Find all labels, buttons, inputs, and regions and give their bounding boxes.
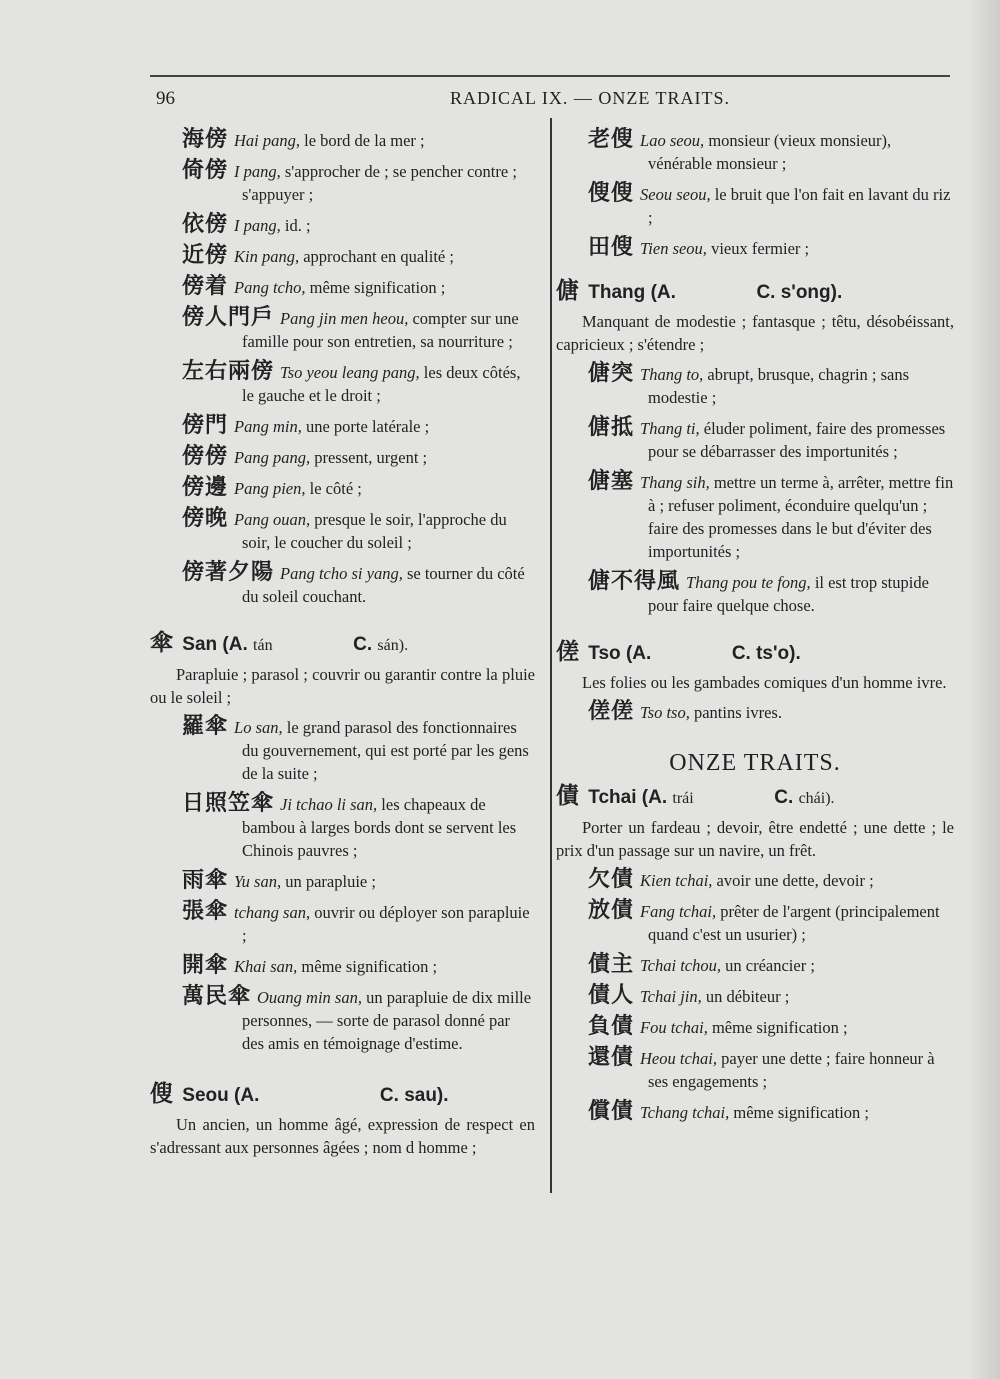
dictionary-entry [556, 362, 954, 409]
entry-translation: une porte latérale ; [305, 417, 430, 436]
headword-name: Tso [588, 643, 621, 664]
entry-characters: 依傍 [182, 212, 229, 237]
cantonese-label: C. [379, 1085, 399, 1106]
entry-characters: 近傍 [182, 243, 229, 268]
entry-translation: avoir une dette, devoir ; [716, 871, 874, 890]
entry-translation: le grand parasol des fonctionnaires du gouvernement, qui est porté par les gens de la suite ; [242, 718, 529, 783]
entry-romanization: Fou tchai, [640, 1018, 708, 1037]
annamite-reading: tán [253, 637, 273, 654]
entry-translation: se tourner du côté du soleil couchant. [242, 564, 525, 606]
dictionary-entry [150, 476, 535, 500]
entry-translation: un parapluie ; [285, 872, 376, 891]
annamite-label: (A. [641, 787, 668, 808]
entry-list-san [150, 715, 535, 1055]
headword-name: San [182, 634, 218, 655]
dictionary-entry [556, 1046, 954, 1093]
dictionary-entry [150, 445, 535, 469]
entry-romanization: Heou tchai, [640, 1049, 717, 1068]
definition-thang: Manquant de modestie ; fantasque ; têtu, désobéissant, capricieux ; s'étendre ; [556, 312, 954, 354]
entry-romanization: Pang pien, [234, 479, 306, 498]
entry-translation: même signification ; [711, 1018, 848, 1037]
dictionary-entry [556, 570, 954, 617]
entry-characters: 海傍 [182, 127, 229, 152]
entry-translation: id. ; [284, 216, 311, 235]
entry-romanization: Pang ouan, [234, 510, 311, 529]
headword-char: 傘 [150, 630, 173, 656]
entry-translation: vieux fermier ; [711, 239, 810, 258]
entry-translation: prêter de l'argent (principalement quand c'est un usurier) ; [648, 902, 940, 944]
headword-thang [556, 280, 954, 304]
dictionary-entry [556, 1100, 954, 1124]
cantonese-reading: chái). [798, 790, 835, 807]
entry-romanization: Lao seou, [640, 131, 705, 150]
entry-translation: même signification ; [301, 957, 438, 976]
dictionary-entry [150, 213, 535, 237]
entry-translation: pressent, urgent ; [314, 448, 428, 467]
entry-romanization: tchang san, [234, 903, 311, 922]
entry-characters: 傍門 [182, 413, 229, 438]
entry-characters: 傞傞 [588, 699, 635, 724]
cantonese-label: C. [756, 282, 776, 303]
dictionary-entry [150, 507, 535, 554]
entry-translation: abrupt, brusque, chagrin ; sans modestie ; [648, 365, 910, 407]
annamite-reading: trái [672, 790, 694, 807]
entry-characters: 傍傍 [182, 444, 229, 469]
entry-translation: pantins ivres. [693, 703, 782, 722]
cantonese-label: C. [353, 634, 373, 655]
entry-characters: 傏突 [588, 361, 635, 386]
headword-char: 傞 [556, 639, 579, 665]
dictionary-entry [150, 561, 535, 608]
headword-seou [150, 1083, 535, 1107]
entry-romanization: Thang sih, [640, 473, 710, 492]
entry-characters: 傍著夕陽 [182, 560, 275, 585]
entry-translation: le bruit que l'on fait en lavant du riz ; [648, 185, 951, 227]
entry-romanization: Thang to, [640, 365, 704, 384]
headword-name: Tchai [588, 787, 637, 808]
entry-characters: 傍邊 [182, 475, 229, 500]
dictionary-entry [556, 868, 954, 892]
dictionary-entry [150, 360, 535, 407]
dictionary-entry [556, 700, 954, 724]
entry-translation: un créancier ; [725, 956, 815, 975]
entry-romanization: Ouang min san, [257, 988, 362, 1007]
entry-list-tchai [556, 868, 954, 1124]
entry-translation: un débiteur ; [705, 987, 790, 1006]
dictionary-entry [150, 900, 535, 947]
annamite-label: (A. [222, 634, 248, 655]
entry-translation: les deux côtés, le gauche et le droit ; [242, 363, 521, 405]
annamite-label: (A. [650, 282, 676, 303]
entry-translation: ouvrir ou déployer son parapluie ; [242, 903, 530, 945]
entry-translation: un parapluie de dix mille personnes, — sorte de parasol donné par des amis en témoignage d'estime. [242, 988, 532, 1053]
entry-translation: presque le soir, l'approche du soir, le coucher du soleil ; [242, 510, 507, 552]
entry-romanization: Pang min, [234, 417, 302, 436]
entry-characters: 萬民傘 [182, 984, 252, 1009]
dictionary-entry [150, 869, 535, 893]
headword-name: Seou [182, 1085, 229, 1106]
entry-romanization: Tso tso, [640, 703, 690, 722]
entry-characters: 張傘 [182, 899, 229, 924]
entry-characters: 左右兩傍 [182, 359, 275, 384]
entry-translation: payer une dette ; faire honneur à ses engagements ; [648, 1049, 935, 1091]
header-rule [150, 75, 950, 77]
headword-san [150, 632, 535, 657]
entry-translation: même signification ; [733, 1103, 870, 1122]
entry-translation: éluder poliment, faire des promesses pour se débarrasser des importunités ; [648, 419, 946, 461]
entry-romanization: Pang jin men heou, [280, 309, 409, 328]
entry-translation: compter sur une famille pour son entretien, sa nourriture ; [242, 309, 519, 351]
dictionary-entry [556, 984, 954, 1008]
entry-romanization: Yu san, [234, 872, 282, 891]
dictionary-entry [150, 985, 535, 1055]
dictionary-entry [556, 953, 954, 977]
entry-romanization: Kien tchai, [640, 871, 713, 890]
entry-romanization: Ji tchao li san, [280, 795, 378, 814]
entry-romanization: Tien seou, [640, 239, 707, 258]
entry-romanization: I pang, [234, 216, 281, 235]
entry-characters: 欠債 [588, 867, 635, 892]
dictionary-entry [556, 128, 954, 175]
entry-romanization: Thang pou te fong, [686, 573, 811, 592]
entry-translation: approchant en qualité ; [303, 247, 454, 266]
entry-romanization: Tso yeou leang pang, [280, 363, 420, 382]
headword-char: 債 [556, 783, 579, 809]
entry-romanization: Fang tchai, [640, 902, 717, 921]
cantonese-label: C. [774, 787, 794, 808]
headword-char: 傁 [150, 1081, 173, 1107]
annamite-label: (A. [234, 1085, 260, 1106]
entry-translation: mettre un terme à, arrêter, mettre fin à ; refuser poliment, éconduire quelqu'un ; faire des promesses dans le but d'éviter des importunités ; [648, 473, 954, 561]
entry-characters: 償債 [588, 1099, 635, 1124]
entry-romanization: Pang pang, [234, 448, 311, 467]
dictionary-entry [150, 128, 535, 152]
entry-translation: les chapeaux de bambou à larges bords dont se servent les Chinois pauvres ; [242, 795, 517, 860]
cantonese-reading: ts'o). [756, 643, 801, 664]
entry-characters: 開傘 [182, 953, 229, 978]
entry-list-pang [150, 128, 535, 608]
entry-romanization: Lo san, [234, 718, 283, 737]
entry-characters: 日照笠傘 [182, 791, 275, 816]
dictionary-entry [150, 244, 535, 268]
page-number: 96 [156, 88, 175, 109]
dictionary-entry [150, 792, 535, 862]
headword-name: Thang [588, 282, 646, 303]
entry-characters: 負債 [588, 1014, 635, 1039]
entry-romanization: Pang tcho, [234, 278, 306, 297]
entry-characters: 債主 [588, 952, 635, 977]
running-head: RADICAL IX. — ONZE TRAITS. [450, 88, 730, 108]
definition-san: Parapluie ; parasol ; couvrir ou garantir contre la pluie ou le soleil ; [150, 665, 535, 707]
definition-tchai: Porter un fardeau ; devoir, être endetté ; une dette ; le prix d'un passage sur un navire, un frêt. [556, 818, 954, 860]
entry-characters: 傍着 [182, 274, 229, 299]
entry-characters: 倚傍 [182, 158, 229, 183]
entry-romanization: Tchai jin, [640, 987, 702, 1006]
entry-list-tso [556, 700, 954, 724]
entry-romanization: Thang ti, [640, 419, 700, 438]
definition-seou: Un ancien, un homme âgé, expression de respect en s'adressant aux personnes âgées ; nom d homme ; [150, 1115, 535, 1157]
right-column [556, 128, 954, 1131]
entry-characters: 羅傘 [182, 714, 229, 739]
column-divider [550, 118, 552, 1193]
entry-translation: s'approcher de ; se pencher contre ; s'appuyer ; [242, 162, 517, 204]
dictionary-entry [150, 159, 535, 206]
headword-char: 傏 [556, 278, 579, 304]
cantonese-reading: s'ong). [780, 282, 843, 303]
dictionary-entry [556, 236, 954, 260]
entry-translation: il est trop stupide pour faire quelque chose. [648, 573, 929, 615]
entry-characters: 傍晚 [182, 506, 229, 531]
cantonese-reading: sán). [377, 637, 409, 654]
dictionary-entry [150, 954, 535, 978]
entry-romanization: Seou seou, [640, 185, 711, 204]
headword-tchai [556, 785, 954, 810]
entry-characters: 還債 [588, 1045, 635, 1070]
entry-characters: 放債 [588, 898, 635, 923]
entry-romanization: I pang, [234, 162, 281, 181]
dictionary-entry [150, 275, 535, 299]
entry-characters: 傍人門戶 [182, 305, 275, 330]
entry-romanization: Khai san, [234, 957, 298, 976]
entry-translation: le bord de la mer ; [304, 131, 425, 150]
entry-characters: 傏抵 [588, 415, 635, 440]
entry-romanization: Tchang tchai, [640, 1103, 730, 1122]
entry-characters: 雨傘 [182, 868, 229, 893]
entry-romanization: Tchai tchou, [640, 956, 721, 975]
headword-tso [556, 641, 954, 665]
entry-characters: 債人 [588, 983, 635, 1008]
page-header [150, 82, 950, 110]
entry-characters: 田傁 [588, 235, 635, 260]
definition-tso: Les folies ou les gambades comiques d'un homme ivre. [582, 673, 947, 692]
cantonese-label: C. [731, 643, 751, 664]
page-edge-shadow [968, 0, 1000, 1379]
entry-romanization: Kin pang, [234, 247, 300, 266]
dictionary-entry [150, 306, 535, 353]
entry-characters: 傏不得風 [588, 569, 681, 594]
entry-characters: 傁傁 [588, 181, 635, 206]
dictionary-entry [556, 182, 954, 229]
entry-romanization: Hai pang, [234, 131, 301, 150]
section-title: ONZE TRAITS. [669, 750, 841, 776]
cantonese-reading: sau). [404, 1085, 449, 1106]
entry-translation: même signification ; [309, 278, 446, 297]
annamite-label: (A. [625, 643, 652, 664]
dictionary-entry [556, 899, 954, 946]
entry-list-thang [556, 362, 954, 617]
left-column [150, 128, 535, 1165]
entry-list-seou [556, 128, 954, 260]
entry-translation: monsieur (vieux monsieur), vénérable monsieur ; [648, 131, 892, 173]
dictionary-entry [150, 715, 535, 785]
dictionary-entry [150, 414, 535, 438]
entry-characters: 傏塞 [588, 469, 635, 494]
entry-characters: 老傁 [588, 127, 635, 152]
entry-romanization: Pang tcho si yang, [280, 564, 403, 583]
dictionary-entry [556, 470, 954, 563]
entry-translation: le côté ; [309, 479, 362, 498]
dictionary-entry [556, 1015, 954, 1039]
dictionary-entry [556, 416, 954, 463]
